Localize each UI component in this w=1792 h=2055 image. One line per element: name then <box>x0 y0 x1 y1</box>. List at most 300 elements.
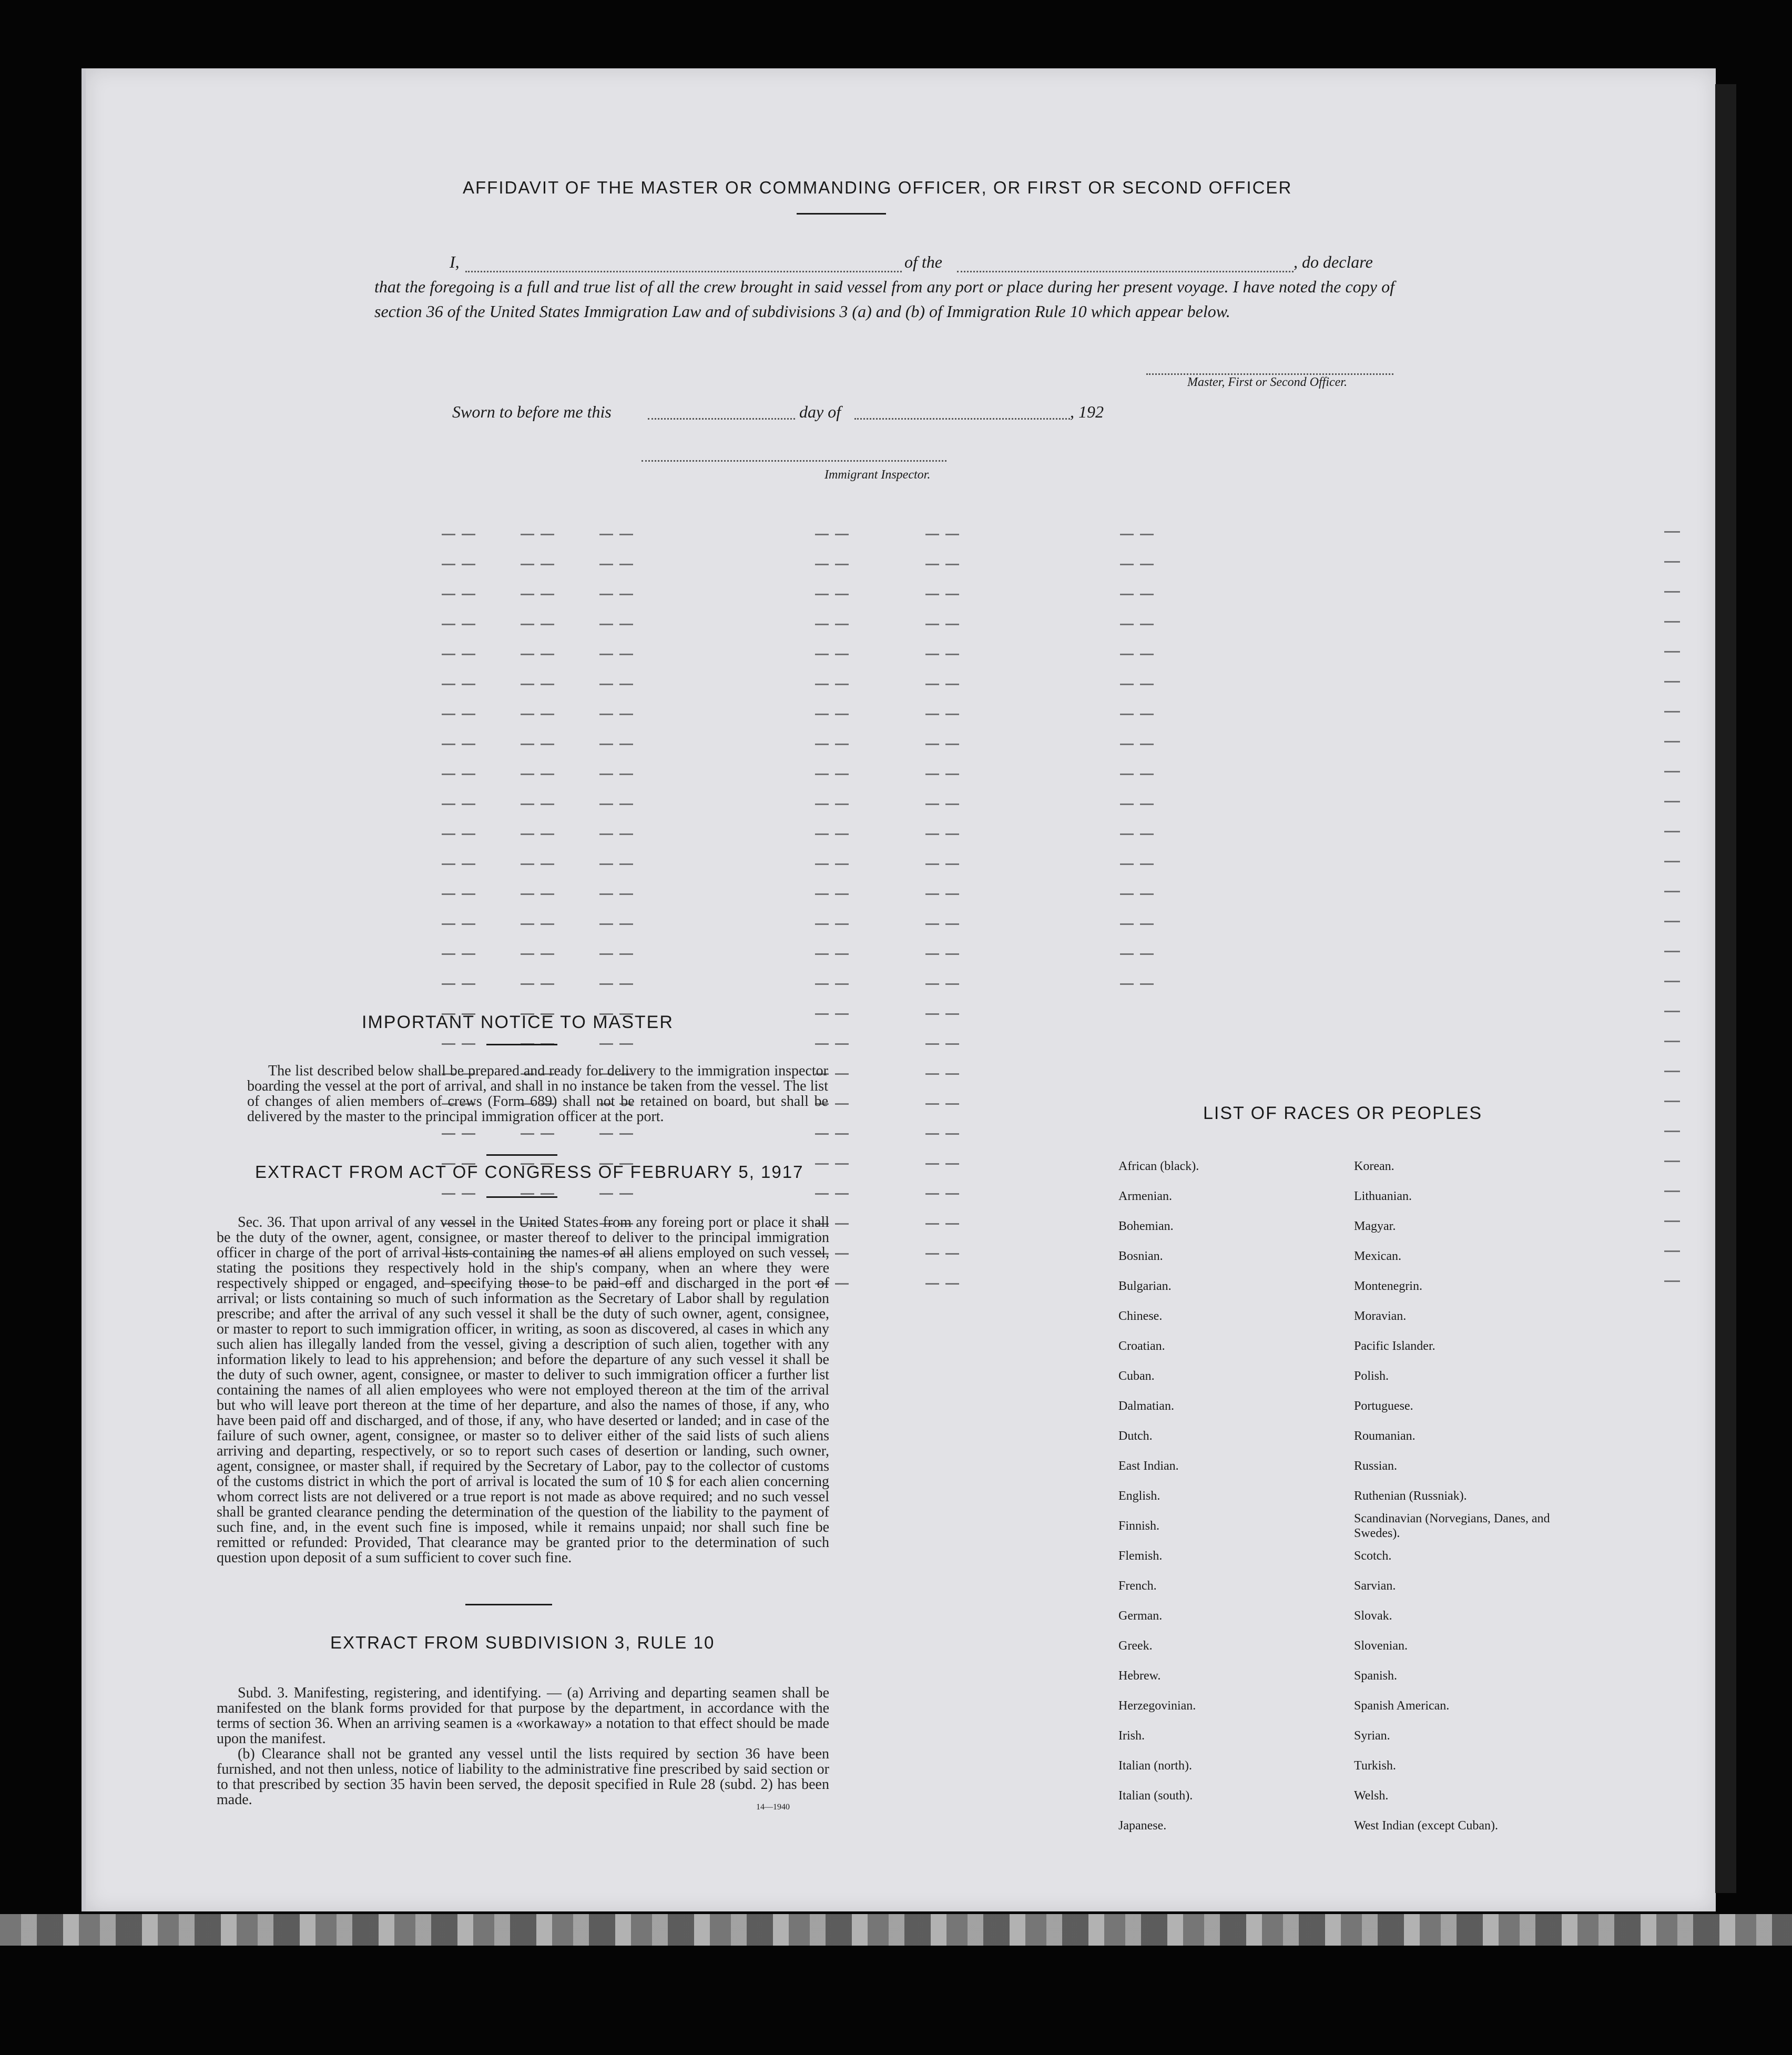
margin-dash <box>1664 1011 1680 1012</box>
ruling-dash <box>945 833 959 835</box>
ruling-dash <box>925 863 939 865</box>
sworn-day-blank <box>648 418 795 420</box>
ruling-dash <box>521 803 534 805</box>
ruling-dash <box>541 983 554 985</box>
ruling-dash <box>945 1013 959 1015</box>
ruling-dash <box>462 744 475 745</box>
ruling-dash <box>619 833 633 835</box>
sworn-label: Sworn to before me this <box>452 402 612 421</box>
race-left-item: Dalmatian. <box>1118 1399 1174 1413</box>
ruling-dash <box>1140 714 1154 715</box>
margin-dash <box>1664 561 1680 563</box>
ruling-dash <box>521 983 534 985</box>
ruling-dash <box>945 803 959 805</box>
affidavit-title: AFFIDAVIT OF THE MASTER OR COMMANDING OFFICER, OR FIRST OR SECOND OFFICER <box>463 178 1292 197</box>
race-right-item: Mexican. <box>1354 1249 1401 1263</box>
ruling-dash <box>599 983 613 985</box>
ruling-dash <box>442 1193 455 1195</box>
ruling-dash <box>815 983 829 985</box>
ruling-dash <box>462 534 475 535</box>
margin-dash <box>1664 651 1680 653</box>
race-left-item: Greek. <box>1118 1639 1153 1653</box>
ruling-dash <box>815 564 829 565</box>
race-left-item: French. <box>1118 1579 1157 1593</box>
ruling-dash <box>945 744 959 745</box>
ruling-dash <box>945 1103 959 1105</box>
page-edge-shadow <box>1715 84 1736 1893</box>
ruling-dash <box>815 953 829 955</box>
ruling-dash <box>521 774 534 775</box>
ruling-dash <box>541 1133 554 1135</box>
ruling-dash <box>462 594 475 595</box>
ruling-dash <box>541 744 554 745</box>
ruling-dash <box>521 744 534 745</box>
rule-body <box>217 1685 829 1807</box>
margin-dash <box>1664 591 1680 593</box>
margin-dash <box>1664 1250 1680 1252</box>
ruling-dash <box>835 744 849 745</box>
ruling-dash <box>815 1193 829 1195</box>
race-left-item: African (black). <box>1118 1159 1199 1173</box>
sworn-month-blank <box>854 418 1070 420</box>
ruling-dash <box>541 893 554 895</box>
race-right-item: Ruthenian (Russniak). <box>1354 1489 1467 1503</box>
master-label: Master, First or Second Officer. <box>1187 375 1347 389</box>
ruling-dash <box>925 1193 939 1195</box>
race-right-item: Polish. <box>1354 1369 1389 1383</box>
ruling-dash <box>521 654 534 655</box>
ruling-dash <box>835 564 849 565</box>
ruling-dash <box>1120 624 1134 625</box>
race-right-item: Spanish. <box>1354 1669 1398 1683</box>
ruling-dash <box>1140 534 1154 535</box>
ruling-dash <box>462 624 475 625</box>
ruling-dash <box>599 774 613 775</box>
margin-dash <box>1664 1161 1680 1162</box>
ruling-dash <box>1140 624 1154 625</box>
margin-dash <box>1664 1191 1680 1192</box>
ruling-dash <box>599 1043 613 1045</box>
ruling-dash <box>925 1283 939 1285</box>
margin-dash <box>1664 921 1680 922</box>
race-left-item: Bohemian. <box>1118 1219 1174 1233</box>
vessel-blank <box>957 271 1294 272</box>
ruling-dash <box>462 1193 475 1195</box>
ruling-dash <box>521 1193 534 1195</box>
ruling-dash <box>925 893 939 895</box>
ruling-dash <box>925 953 939 955</box>
ruling-dash <box>1120 654 1134 655</box>
ruling-dash <box>521 893 534 895</box>
ruling-dash <box>619 893 633 895</box>
ruling-dash <box>442 863 455 865</box>
ruling-dash <box>541 923 554 925</box>
name-blank <box>465 271 902 272</box>
ruling-dash <box>521 594 534 595</box>
ruling-dash <box>925 1163 939 1165</box>
races-title: LIST OF RACES OR PEOPLES <box>1203 1103 1483 1123</box>
ruling-dash <box>462 714 475 715</box>
race-right-item: Russian. <box>1354 1459 1398 1473</box>
ruling-dash <box>442 654 455 655</box>
race-right-item: Slovenian. <box>1354 1639 1408 1653</box>
ruling-dash <box>442 1133 455 1135</box>
ruling-dash <box>1140 923 1154 925</box>
ruling-dash <box>541 684 554 685</box>
race-left-item: Japanese. <box>1118 1819 1167 1833</box>
ruling-dash <box>945 983 959 985</box>
ruling-dash <box>599 714 613 715</box>
ruling-dash <box>442 923 455 925</box>
notice-paragraph: The list described below shall be prepared and ready for delivery to the immigration inspector boarding the vessel at the port of arrival, and shall in no instance be taken from the vessel. The list of changes of alien members of crews (Form 689) shall not be retained on board, but shall be delivered by the master to the principal immigration officer at the port. <box>247 1063 828 1125</box>
ruling-dash <box>599 833 613 835</box>
race-right-item: West Indian (except Cuban). <box>1354 1819 1498 1833</box>
ruling-dash <box>925 983 939 985</box>
ruling-dash <box>835 594 849 595</box>
ruling-dash <box>1140 893 1154 895</box>
ruling-dash <box>462 1043 475 1045</box>
ruling-dash <box>1120 774 1134 775</box>
ruling-dash <box>835 1043 849 1045</box>
ruling-dash <box>835 893 849 895</box>
ruling-dash <box>599 1133 613 1135</box>
ruling-dash <box>599 893 613 895</box>
margin-dash <box>1664 891 1680 892</box>
ruling-dash <box>925 1073 939 1075</box>
ruling-dash <box>521 1133 534 1135</box>
ruling-dash <box>1120 564 1134 565</box>
margin-dash <box>1664 981 1680 982</box>
race-left-item: East Indian. <box>1118 1459 1179 1473</box>
act-body <box>217 1215 829 1565</box>
ruling-dash <box>945 1283 959 1285</box>
affidavit-line-declare: , do declare <box>1294 252 1373 271</box>
ruling-dash <box>815 893 829 895</box>
ruling-dash <box>835 803 849 805</box>
ruling-dash <box>1140 594 1154 595</box>
ruling-dash <box>521 624 534 625</box>
ruling-dash <box>599 803 613 805</box>
ruling-dash <box>835 1193 849 1195</box>
ruling-dash <box>1140 863 1154 865</box>
race-right-item: Spanish American. <box>1354 1699 1450 1713</box>
ruling-dash <box>925 684 939 685</box>
race-right-item: Korean. <box>1354 1159 1394 1173</box>
race-left-item: Bosnian. <box>1118 1249 1163 1263</box>
inspector-signature-line <box>642 460 946 462</box>
ruling-dash <box>619 1193 633 1195</box>
race-left-item: Cuban. <box>1118 1369 1155 1383</box>
ruling-dash <box>945 893 959 895</box>
ruling-dash <box>442 564 455 565</box>
ruling-dash <box>462 833 475 835</box>
ruling-dash <box>945 1253 959 1255</box>
ruling-dash <box>1120 983 1134 985</box>
ruling-dash <box>815 1133 829 1135</box>
race-left-item: Croatian. <box>1118 1339 1165 1353</box>
ruling-dash <box>1120 803 1134 805</box>
ruling-dash <box>925 1013 939 1015</box>
ruling-dash <box>945 564 959 565</box>
ruling-dash <box>835 1283 849 1285</box>
ruling-dash <box>835 923 849 925</box>
ruling-dash <box>925 923 939 925</box>
race-right-item: Moravian. <box>1354 1309 1407 1323</box>
race-left-item: English. <box>1118 1489 1160 1503</box>
margin-dash <box>1664 621 1680 623</box>
ruling-dash <box>1140 803 1154 805</box>
ruling-dash <box>925 624 939 625</box>
ruling-dash <box>945 624 959 625</box>
ruling-dash <box>835 774 849 775</box>
affidavit-body: that the foregoing is a full and true list of all the crew brought in said vessel from any port or place during her present voyage. I have noted the copy of section 36 of the United States Immigration Law and of subdivisions 3 (a) and (b) of Immigration Rule 10 which appear below. <box>374 277 1394 321</box>
ruling-dash <box>835 1103 849 1105</box>
film-strip <box>0 1914 1792 1946</box>
margin-dash <box>1664 1041 1680 1042</box>
ruling-dash <box>945 1043 959 1045</box>
ruling-dash <box>835 1253 849 1255</box>
year-label: , 192 <box>1070 402 1104 421</box>
ruling-dash <box>619 803 633 805</box>
ruling-dash <box>925 594 939 595</box>
title-underline <box>797 213 886 215</box>
form-number: 14—1940 <box>756 1803 790 1812</box>
ruling-dash <box>442 594 455 595</box>
ruling-dash <box>599 534 613 535</box>
ruling-dash <box>1140 654 1154 655</box>
ruling-dash <box>619 863 633 865</box>
ruling-dash <box>541 564 554 565</box>
race-right-item: Portuguese. <box>1354 1399 1413 1413</box>
races-left-column <box>1118 1152 1329 1841</box>
race-right-item: Sarvian. <box>1354 1579 1396 1593</box>
race-right-item: Syrian. <box>1354 1729 1390 1743</box>
ruling-dash <box>521 714 534 715</box>
race-right-item: Roumanian. <box>1354 1429 1416 1443</box>
ruling-dash <box>442 744 455 745</box>
ruling-dash <box>619 624 633 625</box>
ruling-dash <box>442 714 455 715</box>
ruling-dash <box>462 953 475 955</box>
ruling-dash <box>599 923 613 925</box>
ruling-dash <box>815 1013 829 1015</box>
margin-dash <box>1664 1071 1680 1072</box>
affidavit-line-i: I, <box>450 252 460 271</box>
margin-dash <box>1664 801 1680 802</box>
ruling-dash <box>1120 953 1134 955</box>
ruling-dash <box>925 1103 939 1105</box>
ruling-dash <box>619 1043 633 1045</box>
ruling-dash <box>442 953 455 955</box>
race-left-item: Hebrew. <box>1118 1669 1161 1683</box>
ruling-dash <box>835 1223 849 1225</box>
ruling-dash <box>599 863 613 865</box>
ruling-dash <box>1140 744 1154 745</box>
ruling-dash <box>541 624 554 625</box>
race-left-item: German. <box>1118 1609 1163 1623</box>
race-left-item: Italian (north). <box>1118 1759 1192 1773</box>
race-left-item: Italian (south). <box>1118 1789 1193 1803</box>
ruling-dash <box>1140 953 1154 955</box>
ruling-dash <box>945 1073 959 1075</box>
notice-title: IMPORTANT NOTICE TO MASTER <box>362 1012 674 1032</box>
affidavit-line-of: of the <box>904 252 942 271</box>
ruling-dash <box>925 714 939 715</box>
race-left-item: Finnish. <box>1118 1519 1160 1533</box>
master-signature-line <box>1146 373 1393 375</box>
ruling-dash <box>835 684 849 685</box>
ruling-dash <box>925 803 939 805</box>
ruling-dash <box>619 774 633 775</box>
ruling-dash <box>1120 833 1134 835</box>
ruling-dash <box>1140 833 1154 835</box>
ruling-dash <box>599 1193 613 1195</box>
ruling-dash <box>599 654 613 655</box>
race-left-item: Irish. <box>1118 1729 1145 1743</box>
race-right-item: Magyar. <box>1354 1219 1396 1233</box>
ruling-dash <box>815 744 829 745</box>
ruling-dash <box>945 534 959 535</box>
race-left-item: Dutch. <box>1118 1429 1153 1443</box>
ruling-dash <box>815 1043 829 1045</box>
ruling-dash <box>521 833 534 835</box>
ruling-dash <box>945 684 959 685</box>
ruling-dash <box>925 774 939 775</box>
ruling-dash <box>835 654 849 655</box>
race-right-item: Scandinavian (Norvegians, Danes, and Swedes). <box>1354 1512 1550 1540</box>
ruling-dash <box>1140 983 1154 985</box>
margin-dash <box>1664 711 1680 713</box>
ruling-dash <box>619 654 633 655</box>
ruling-dash <box>815 654 829 655</box>
ruling-dash <box>442 684 455 685</box>
ruling-dash <box>442 983 455 985</box>
ruling-dash <box>619 534 633 535</box>
ruling-dash <box>925 744 939 745</box>
ruling-dash <box>541 803 554 805</box>
ruling-dash <box>541 594 554 595</box>
ruling-dash <box>541 863 554 865</box>
ruling-dash <box>945 1193 959 1195</box>
ruling-dash <box>1120 863 1134 865</box>
ruling-dash <box>599 953 613 955</box>
ruling-dash <box>815 833 829 835</box>
inspector-label: Immigrant Inspector. <box>824 468 931 482</box>
ruling-dash <box>815 1163 829 1165</box>
ruling-dash <box>815 624 829 625</box>
ruling-dash <box>462 803 475 805</box>
ruling-dash <box>599 744 613 745</box>
ruling-dash <box>619 564 633 565</box>
ruling-dash <box>815 863 829 865</box>
notice-body <box>247 1063 828 1124</box>
ruling-dash <box>945 1163 959 1165</box>
ruling-dash <box>945 654 959 655</box>
ruling-dash <box>815 923 829 925</box>
ruling-dash <box>1120 534 1134 535</box>
ruling-dash <box>1120 714 1134 715</box>
margin-dash <box>1664 771 1680 772</box>
race-right-item: Montenegrin. <box>1354 1279 1422 1293</box>
ruling-dash <box>815 684 829 685</box>
ruling-dash <box>815 803 829 805</box>
race-right-item: Pacific Islander. <box>1354 1339 1435 1353</box>
ruling-dash <box>462 983 475 985</box>
ruling-dash <box>945 774 959 775</box>
ruling-dash <box>835 714 849 715</box>
margin-dash <box>1664 1131 1680 1132</box>
ruling-dash <box>599 684 613 685</box>
race-left-item: Bulgarian. <box>1118 1279 1172 1293</box>
ruling-dash <box>462 893 475 895</box>
margin-dash <box>1664 951 1680 952</box>
ruling-dash <box>1140 774 1154 775</box>
margin-dash <box>1664 1220 1680 1222</box>
ruling-dash <box>945 714 959 715</box>
ruling-dash <box>521 863 534 865</box>
act-underline <box>486 1196 557 1198</box>
ruling-dash <box>1140 684 1154 685</box>
ruling-dash <box>1120 684 1134 685</box>
ruling-dash <box>835 863 849 865</box>
ruling-dash <box>835 1163 849 1165</box>
ruling-dash <box>835 983 849 985</box>
ruling-dash <box>442 534 455 535</box>
ruling-dash <box>925 833 939 835</box>
ruling-dash <box>619 923 633 925</box>
ruling-dash <box>835 624 849 625</box>
ruling-dash <box>619 714 633 715</box>
ruling-dash <box>541 534 554 535</box>
act-title: EXTRACT FROM ACT OF CONGRESS OF FEBRUARY 5, 1917 <box>255 1162 804 1182</box>
ruling-dash <box>442 1043 455 1045</box>
ruling-dash <box>925 564 939 565</box>
ruling-dash <box>521 564 534 565</box>
ruling-dash <box>462 774 475 775</box>
ruling-dash <box>945 953 959 955</box>
ruling-dash <box>945 1223 959 1225</box>
ruling-dash <box>462 863 475 865</box>
margin-dash <box>1664 831 1680 832</box>
margin-dash <box>1664 741 1680 742</box>
race-right-item: Scotch. <box>1354 1549 1392 1563</box>
races-right-column <box>1354 1152 1575 1841</box>
ruling-dash <box>815 774 829 775</box>
act-overline <box>486 1154 557 1156</box>
ruling-dash <box>541 953 554 955</box>
ruling-dash <box>521 534 534 535</box>
ruling-dash <box>835 833 849 835</box>
ruling-dash <box>925 1223 939 1225</box>
ruling-dash <box>925 1253 939 1255</box>
ruling-dash <box>1120 923 1134 925</box>
ruling-dash <box>442 833 455 835</box>
race-left-item: Chinese. <box>1118 1309 1163 1323</box>
race-right-item: Turkish. <box>1354 1759 1396 1773</box>
race-left-item: Flemish. <box>1118 1549 1163 1563</box>
ruling-dash <box>619 983 633 985</box>
ruling-dash <box>835 1073 849 1075</box>
ruling-dash <box>925 1043 939 1045</box>
ruling-dash <box>1120 893 1134 895</box>
race-left-item: Herzegovinian. <box>1118 1699 1196 1713</box>
race-right-item: Slovak. <box>1354 1609 1392 1623</box>
ruling-dash <box>541 1193 554 1195</box>
ruling-dash <box>945 863 959 865</box>
day-of-label: day of <box>799 402 841 421</box>
ruling-dash <box>599 564 613 565</box>
act-paragraph: Sec. 36. That upon arrival of any vessel in the United States from any foreing port or place it shall be the duty of the owner, agent, consignee, or master thereof to deliver to the principal immigration officer in charge of the port of arrival lists containing the names of all aliens employed on such vessel, stating the positions they respectively hold in the ship's company, when an where they were respectively shipped or engaged, and specifying those to be paid off and discharged in the port of arrival; or lists containing so much of such information as the Secretary of Labor shall by regulation prescribe; and after the arrival of any such vessel it shall be the duty of such owner, agent, consignee, or master to report to such immigration officer, in writing, as soon as discovered, al cases in which any such alien has illegally landed from the vessel, giving a description of such alien, together with any information likely to lead to his apprehension; and before the departure of any such vessel it shall be the duty of such owner, agent, consignee, or master to deliver to such immigration officer a further list containing the names of all alien employees who were not employed thereon at the tim of the arrival but who will leave port thereon at the time of her departure, and also the names of those, if any, who have been paid off and discharged, and of those, if any, who have deserted or landed; and in case of the failure of such owner, agent, consignee, or master so to deliver either of the said lists of such aliens arriving and departing, respectively, or so to report such cases of desertion or landing, such owner, agent, consignee, or master shall, if required by the Secretary of Labor, pay to the collector of customs of the customs district in which the port of arrival is located the sum of 10 $ for each alien concerning whom correct lists are not delivered or a true report is not made as above required; and no such vessel shall be granted clearance pending the determination of the question of the liability to the payment of such fine, and, in the event such fine is imposed, while it remains unpaid; nor shall such fine be remitted or refunded: Provided, That clearance may be granted prior to the determination of such question upon deposit of a sum sufficient to cover such fine. <box>217 1214 829 1566</box>
